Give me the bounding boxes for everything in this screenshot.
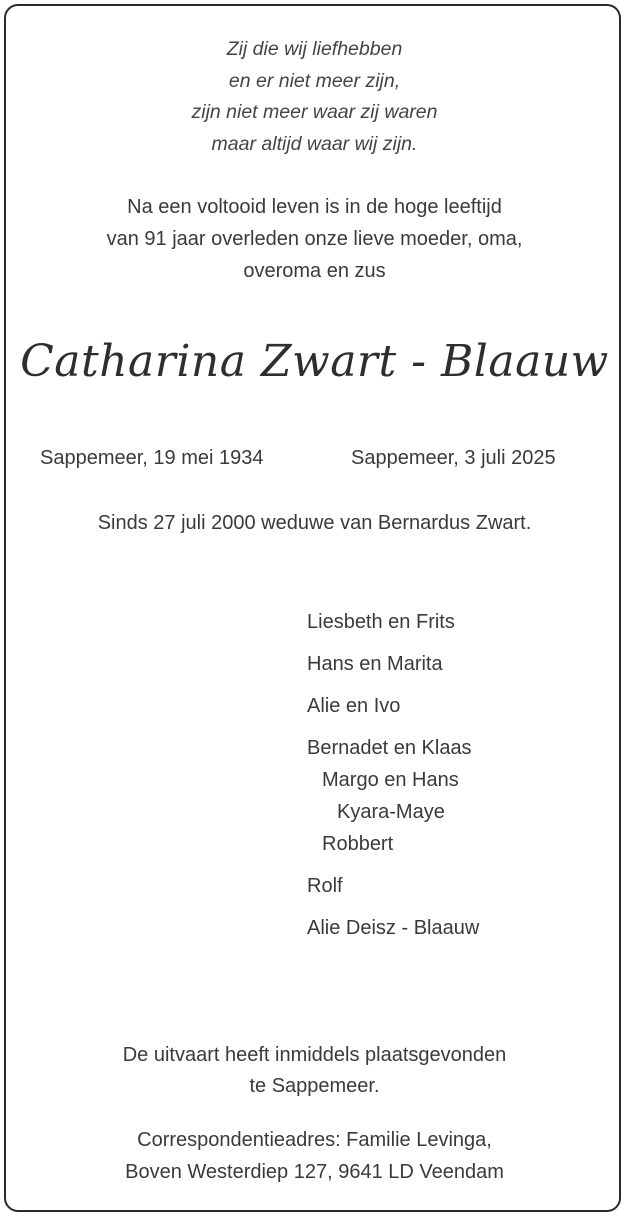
funeral-note-line: te Sappemeer. <box>249 1075 380 1097</box>
death-date: Sappemeer, 3 juli 2025 <box>351 447 556 469</box>
family-member: Margo en Hans <box>322 769 459 791</box>
widow-note: Sinds 27 juli 2000 weduwe van Bernardus Zwart. <box>97 512 532 534</box>
family-member: Rolf <box>307 875 343 897</box>
family-member: Robbert <box>322 833 394 855</box>
poem-line: en er niet meer zijn, <box>228 69 401 92</box>
poem-line: maar altijd waar wij zijn. <box>211 132 418 155</box>
correspondence-address <box>0 1124 629 1188</box>
funeral-note-line: De uitvaart heeft inmiddels plaatsgevonden <box>122 1044 507 1066</box>
address-line: Correspondentieadres: Familie Levinga, <box>137 1129 492 1151</box>
family-member: Hans en Marita <box>307 653 443 675</box>
intro-text <box>0 191 629 287</box>
family-member: Kyara-Maye <box>337 801 445 823</box>
intro-line: Na een voltooid leven is in de hoge leeftijd <box>127 196 502 218</box>
intro-line: van 91 jaar overleden onze lieve moeder, oma, <box>106 228 523 250</box>
poem-line: Zij die wij liefhebben <box>226 38 403 60</box>
family-member: Alie en Ivo <box>307 695 401 717</box>
poem-line: zijn niet meer waar zij waren <box>191 101 438 123</box>
birth-date: Sappemeer, 19 mei 1934 <box>40 447 264 469</box>
deceased-name: Catharina Zwart - Blaauw <box>20 336 609 387</box>
intro-line: overoma en zus <box>243 260 386 282</box>
poem <box>0 34 629 160</box>
family-member: Alie Deisz - Blaauw <box>307 917 480 939</box>
family-member: Liesbeth en Frits <box>307 611 455 633</box>
address-line: Boven Westerdiep 127, 9641 LD Veendam <box>125 1161 504 1183</box>
funeral-note <box>0 1040 629 1102</box>
family-member: Bernadet en Klaas <box>307 737 472 759</box>
